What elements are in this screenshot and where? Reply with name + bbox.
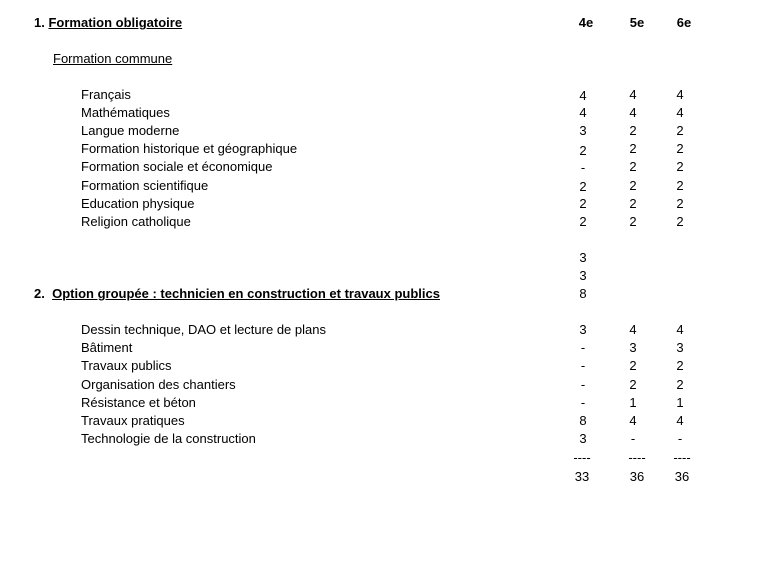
row-value-6e: 2 [676, 358, 684, 373]
row-value-6e: 4 [676, 87, 684, 102]
row-value-5e: 2 [629, 358, 637, 373]
row-value-5e: 4 [629, 87, 637, 102]
row-label: Organisation des chantiers [81, 377, 236, 392]
section1-heading [34, 15, 182, 31]
column-header-4e: 4e [578, 15, 594, 30]
row-value-5e: 2 [629, 123, 637, 138]
row-label: Education physique [81, 196, 195, 211]
row-value-5e: 3 [629, 340, 637, 355]
total-value-6e: 36 [674, 469, 690, 484]
row-value-5e: 4 [629, 413, 637, 428]
row-value-4e: 4 [579, 88, 587, 103]
row-value-6e: 4 [676, 105, 684, 120]
row-value-6e: 2 [676, 196, 684, 211]
section1-title: Formation obligatoire [48, 15, 183, 30]
row-value-4e: - [580, 160, 586, 175]
row-value-4e: 2 [579, 179, 587, 194]
column-header-5e: 5e [629, 15, 645, 30]
row-value-5e: 4 [629, 105, 637, 120]
row-value-5e: - [630, 431, 636, 446]
extra-value: 8 [579, 286, 587, 301]
row-value-6e: 2 [676, 377, 684, 392]
extra-value: 3 [579, 250, 587, 265]
row-label: Bâtiment [81, 340, 133, 355]
row-label: Langue moderne [81, 123, 180, 138]
row-value-6e: 3 [676, 340, 684, 355]
total-value-5e: 36 [629, 469, 645, 484]
row-value-6e: 2 [676, 214, 684, 229]
column-header-6e: 6e [676, 15, 692, 30]
row-value-6e: 2 [676, 178, 684, 193]
row-label: Technologie de la construction [81, 431, 256, 446]
section2-number: 2. [34, 286, 45, 301]
row-value-6e: 4 [676, 413, 684, 428]
row-label: Français [81, 87, 131, 102]
subsection-title: Formation commune [53, 51, 173, 66]
row-value-4e: 3 [579, 431, 587, 446]
row-value-5e: 2 [629, 178, 637, 193]
section2-title: Option groupée : technicien en construction et travaux publics [52, 286, 440, 301]
row-value-5e: 2 [629, 141, 637, 156]
total-value-4e: 33 [574, 469, 590, 484]
row-value-4e: - [580, 358, 586, 373]
row-label: Mathématiques [81, 105, 170, 120]
total-separator-6e: ---- [673, 450, 691, 465]
row-value-4e: - [580, 395, 586, 410]
row-label: Résistance et béton [81, 395, 196, 410]
row-label: Dessin technique, DAO et lecture de plans [81, 322, 326, 337]
row-value-4e: 2 [579, 196, 587, 211]
row-value-4e: 3 [579, 322, 587, 337]
row-value-6e: 2 [676, 123, 684, 138]
row-value-5e: 4 [629, 322, 637, 337]
row-label: Travaux publics [81, 358, 172, 373]
row-value-5e: 2 [629, 214, 637, 229]
row-label: Religion catholique [81, 214, 191, 229]
total-separator-5e: ---- [628, 450, 646, 465]
row-label: Formation scientifique [81, 178, 209, 193]
row-value-4e: 3 [579, 123, 587, 138]
row-label: Travaux pratiques [81, 413, 185, 428]
section2-heading [34, 286, 440, 302]
row-value-4e: 2 [579, 143, 587, 158]
row-value-4e: 4 [579, 105, 587, 120]
row-label: Formation sociale et économique [81, 159, 273, 174]
row-value-6e: 2 [676, 141, 684, 156]
extra-value: 3 [579, 268, 587, 283]
row-value-6e: 2 [676, 159, 684, 174]
row-label: Formation historique et géographique [81, 141, 298, 156]
row-value-6e: - [677, 431, 683, 446]
row-value-4e: - [580, 340, 586, 355]
row-value-4e: - [580, 377, 586, 392]
row-value-5e: 2 [629, 377, 637, 392]
row-value-5e: 2 [629, 159, 637, 174]
row-value-4e: 2 [579, 214, 587, 229]
section1-number: 1. [34, 15, 45, 30]
row-value-6e: 4 [676, 322, 684, 337]
total-separator-4e: ---- [573, 450, 591, 465]
row-value-6e: 1 [676, 395, 684, 410]
row-value-5e: 1 [629, 395, 637, 410]
row-value-4e: 8 [579, 413, 587, 428]
row-value-5e: 2 [629, 196, 637, 211]
